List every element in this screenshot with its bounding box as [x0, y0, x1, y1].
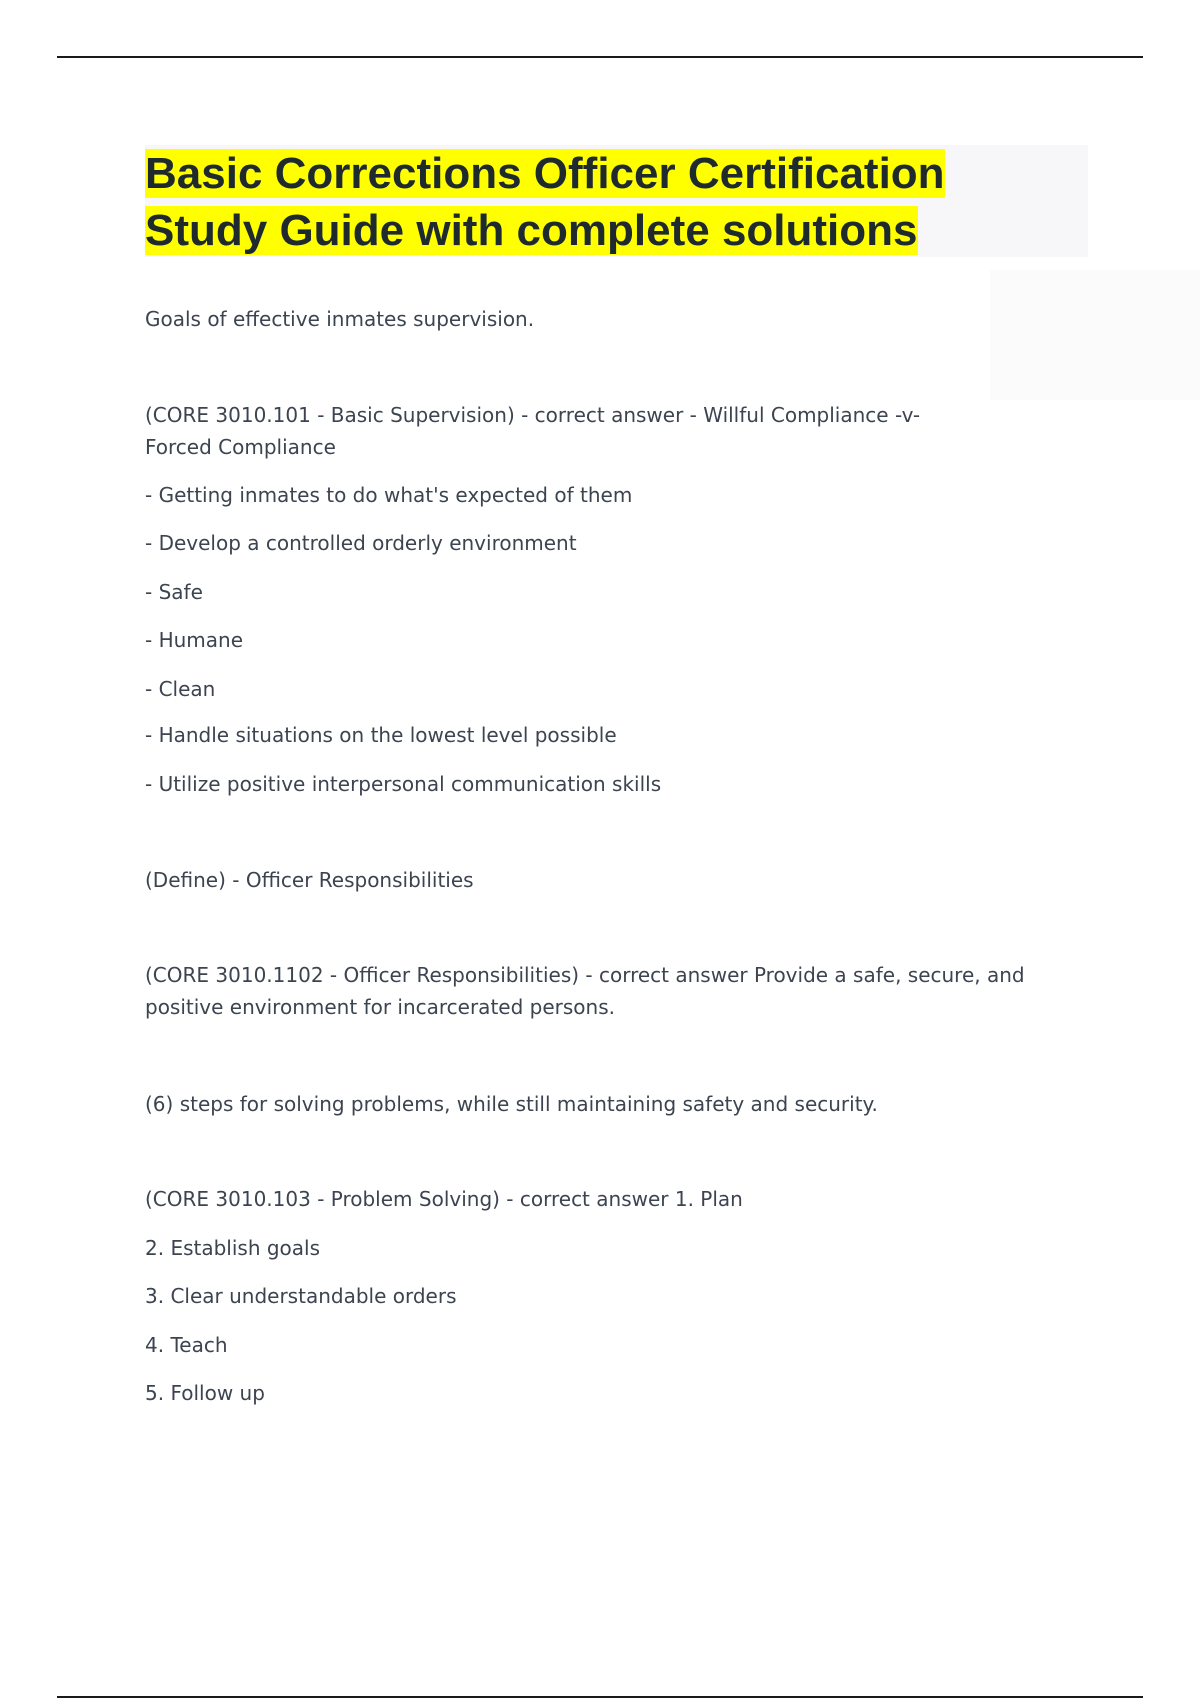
title-line-1: Basic Corrections Officer Certification	[145, 149, 945, 198]
question-text: (Define) - Officer Responsibilities	[145, 868, 474, 892]
list-item: 2. Establish goals	[145, 1236, 321, 1260]
list-item: - Develop a controlled orderly environment	[145, 531, 577, 555]
document-title	[145, 145, 1088, 259]
background-panel	[990, 270, 1200, 400]
list-item: - Handle situations on the lowest level possible	[145, 723, 617, 747]
answer-text: (CORE 3010.1102 - Officer Responsibilities) - correct answer Provide a safe, secure, and positive environment for incarcerated persons.	[145, 963, 1025, 1019]
question-text: (6) steps for solving problems, while still maintaining safety and security.	[145, 1092, 878, 1116]
question-text: Goals of effective inmates supervision.	[145, 307, 535, 331]
top-divider	[57, 56, 1143, 58]
list-item: - Humane	[145, 628, 244, 652]
list-item: - Clean	[145, 677, 216, 701]
answer-text: (CORE 3010.103 - Problem Solving) - correct answer 1. Plan	[145, 1187, 743, 1211]
title-block	[145, 145, 1088, 257]
list-item: - Utilize positive interpersonal communication skills	[145, 772, 662, 796]
bottom-divider	[57, 1696, 1143, 1698]
title-line-2: Study Guide with complete solutions	[145, 206, 918, 255]
answer-text: (CORE 3010.101 - Basic Supervision) - correct answer - Willful Compliance -v- Forced Compliance	[145, 403, 921, 459]
list-item: 3. Clear understandable orders	[145, 1284, 457, 1308]
list-item: - Safe	[145, 580, 203, 604]
list-item: 5. Follow up	[145, 1381, 265, 1405]
list-item: - Getting inmates to do what's expected of them	[145, 483, 633, 507]
list-item: 4. Teach	[145, 1333, 228, 1357]
